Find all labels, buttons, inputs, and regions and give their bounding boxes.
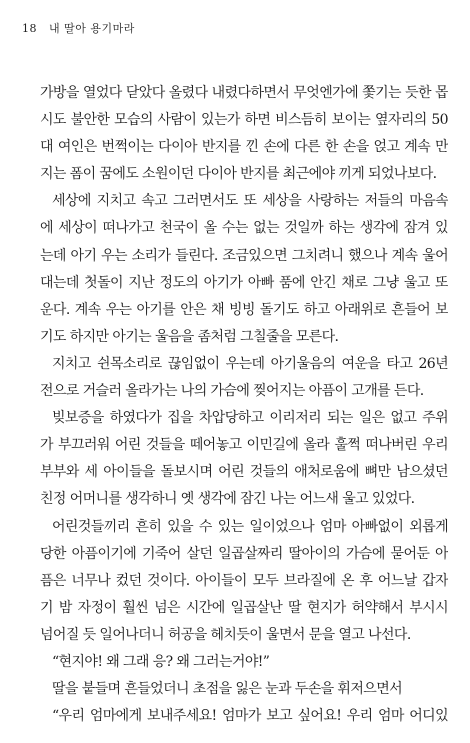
text-line: 에 세상이 떠나가고 천국이 올 수는 없는 것일까 하는 생각에 잠겨 있: [40, 220, 448, 237]
text-line: 는데 아기 우는 소리가 들린다. 조금있으면 그치려니 했으나 계속 울어: [40, 247, 448, 264]
text-line: 지치고 쉰목소리로 끊임없이 우는데 아기울음의 여운을 타고 26년: [52, 355, 448, 372]
text-line: 전으로 거슬러 올라가는 나의 가슴에 찢어지는 아픔이 고개를 든다.: [40, 383, 424, 400]
text-line: 당한 아픔이기에 기죽어 살던 일곱살짜리 딸아이의 가슴에 묻어둔 아: [40, 545, 448, 562]
text-line: 대는데 첫돌이 지난 정도의 아기가 아빠 품에 안긴 채로 그냥 울고 또: [40, 274, 448, 291]
body-text: [40, 80, 448, 730]
text-line: 시도 불안한 모습의 사람이 있는가 하면 비스듬히 보이는 옆자리의 50: [40, 112, 448, 129]
book-title: 내 딸아 용기마라: [49, 22, 135, 35]
text-line: 친정 어머니를 생각하니 옛 생각에 잠긴 나는 어느새 울고 있었다.: [40, 491, 415, 508]
text-line: 기도 하지만 아기는 울음을 좀처럼 그칠줄을 모른다.: [40, 328, 339, 345]
text-line: “현지야! 왜 그래 응? 왜 그러는거야!”: [52, 653, 270, 670]
text-line: 가방을 열었다 닫았다 올렸다 내렸다하면서 무엇엔가에 쫓기는 듯한 몹: [40, 85, 448, 101]
text-line: “우리 엄마에게 보내주세요! 엄마가 보고 싶어요! 우리 엄마 어디있: [52, 708, 448, 725]
text-line: 대 여인은 번쩍이는 다이아 반지를 낀 손에 다른 한 손을 얹고 계속 만: [40, 139, 448, 156]
text-line: 가 부끄러워 어린 것들을 떼어놓고 이민길에 올라 훌쩍 떠나버린 우리: [40, 437, 448, 454]
text-line: 딸을 붙들며 흔들었더니 초점을 잃은 눈과 두손을 휘저으면서: [52, 681, 403, 698]
text-line: 기 밤 자정이 훨씬 넘은 시간에 일곱살난 딸 현지가 허약해서 부시시: [40, 599, 448, 616]
text-line: 운다. 계속 우는 아기를 안은 채 빙빙 돌기도 하고 아래위로 흔들어 보: [40, 301, 448, 318]
text-line: 픔은 너무나 컸던 것이다. 아이들이 모두 브라질에 온 후 어느날 갑자: [40, 572, 448, 589]
text-line: 부부와 세 아이들을 돌보시며 어린 것들의 애처로움에 뼈만 남으셨던: [40, 464, 448, 481]
page-number: 18: [22, 22, 37, 35]
text-line: 어린것들끼리 흔히 있을 수 있는 일이었으나 엄마 아빠없이 외롭게: [52, 518, 448, 535]
text-line: 세상에 지치고 속고 그러면서도 또 세상을 사랑하는 저들의 마음속: [52, 193, 448, 210]
text-line: 빚보증을 하였다가 집을 차압당하고 이리저리 되는 일은 없고 주위: [52, 410, 448, 427]
text-line: 지는 폼이 꿈에도 소원이던 다이아 반지를 최근에야 끼게 되었나보다.: [40, 166, 437, 183]
text-line: 넘어질 듯 일어나더니 허공을 헤치듯이 울면서 문을 열고 나선다.: [40, 626, 411, 643]
running-header: [22, 20, 135, 36]
